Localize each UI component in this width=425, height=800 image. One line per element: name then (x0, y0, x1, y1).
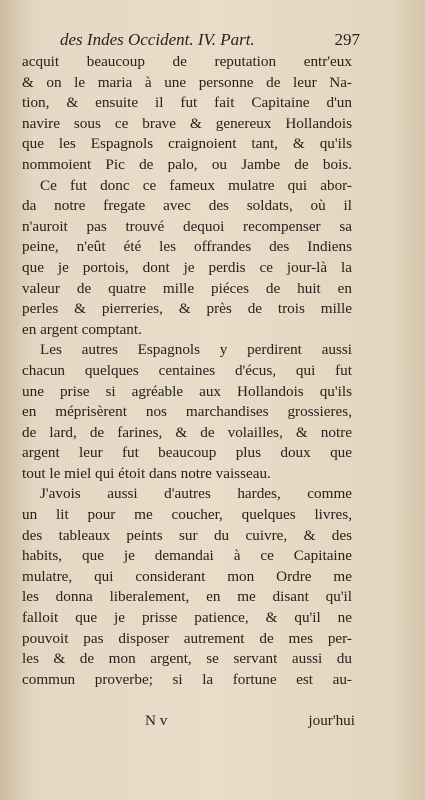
text-line: en méprisèrent nos marchandises grossieres, (22, 403, 352, 421)
signature-mark: N v (145, 712, 168, 729)
text-line: chacun quelques centaines d'écus, qui fut (22, 361, 352, 379)
text-line: n'auroit pas trouvé dequoi recompenser sa (22, 217, 352, 235)
text-line: nommoient Pic de palo, ou Jambe de bois. (22, 155, 352, 173)
text-line: tout le miel qui étoit dans notre vaisseau. (22, 464, 271, 482)
text-line: une prise si agréable aux Hollandois qu'ils (22, 382, 352, 400)
text-line: les & de mon argent, se servant aussi du (22, 650, 352, 668)
page-footer (145, 712, 355, 734)
text-line: Ce fut donc ce fameux mulatre qui abor- (40, 176, 352, 194)
text-line: J'avois aussi d'autres hardes, comme (40, 485, 352, 503)
text-line: Les autres Espagnols y perdirent aussi (40, 341, 352, 359)
running-title: des Indes Occident. IV. Part. (60, 30, 255, 49)
text-line: perles & pierreries, & près de trois mille (22, 300, 352, 318)
text-line: de lard, de farines, & de volailles, & notre (22, 423, 352, 441)
running-header (60, 30, 360, 52)
text-line: tion, & ensuite il fut fait Capitaine d'un (22, 94, 352, 112)
text-line: les donna liberalement, en me disant qu'il (22, 588, 352, 606)
catchword: jour'hui (308, 712, 355, 729)
text-line: acquit beaucoup de reputation entr'eux (22, 53, 352, 70)
text-line: argent leur fut beaucoup plus doux que (22, 444, 352, 462)
text-line: valeur de quatre mille piéces de huit en (22, 279, 352, 297)
text-line: commun proverbe; si la fortune est au- (22, 670, 352, 688)
text-line: en argent comptant. (22, 320, 142, 338)
text-line: falloit que je prisse patience, & qu'il ne (22, 609, 352, 627)
text-line: un lit pour me coucher, quelques livres, (22, 506, 352, 524)
text-line: navire sous ce brave & genereux Hollandois (22, 114, 352, 132)
text-line: peine, n'eût été les offrandes des Indiens (22, 238, 352, 256)
page-body-text (22, 52, 352, 690)
text-line: des tableaux peints sur du cuivre, & des (22, 526, 352, 544)
text-line: pouvoit pas disposer autrement de mes per- (22, 629, 352, 647)
text-line: habits, que je demandai à ce Capitaine (22, 547, 352, 565)
text-line: que je portois, dont je perdis ce jour-là la (22, 258, 352, 276)
text-line: & on le maria à une personne de leur Na- (22, 73, 352, 91)
text-line: da notre fregate avec des soldats, où il (22, 197, 352, 215)
text-line: que les Espagnols craignoient tant, & qu'ils (22, 135, 352, 153)
text-line: mulatre, qui considerant mon Ordre me (22, 567, 352, 585)
page-number: 297 (334, 30, 360, 49)
